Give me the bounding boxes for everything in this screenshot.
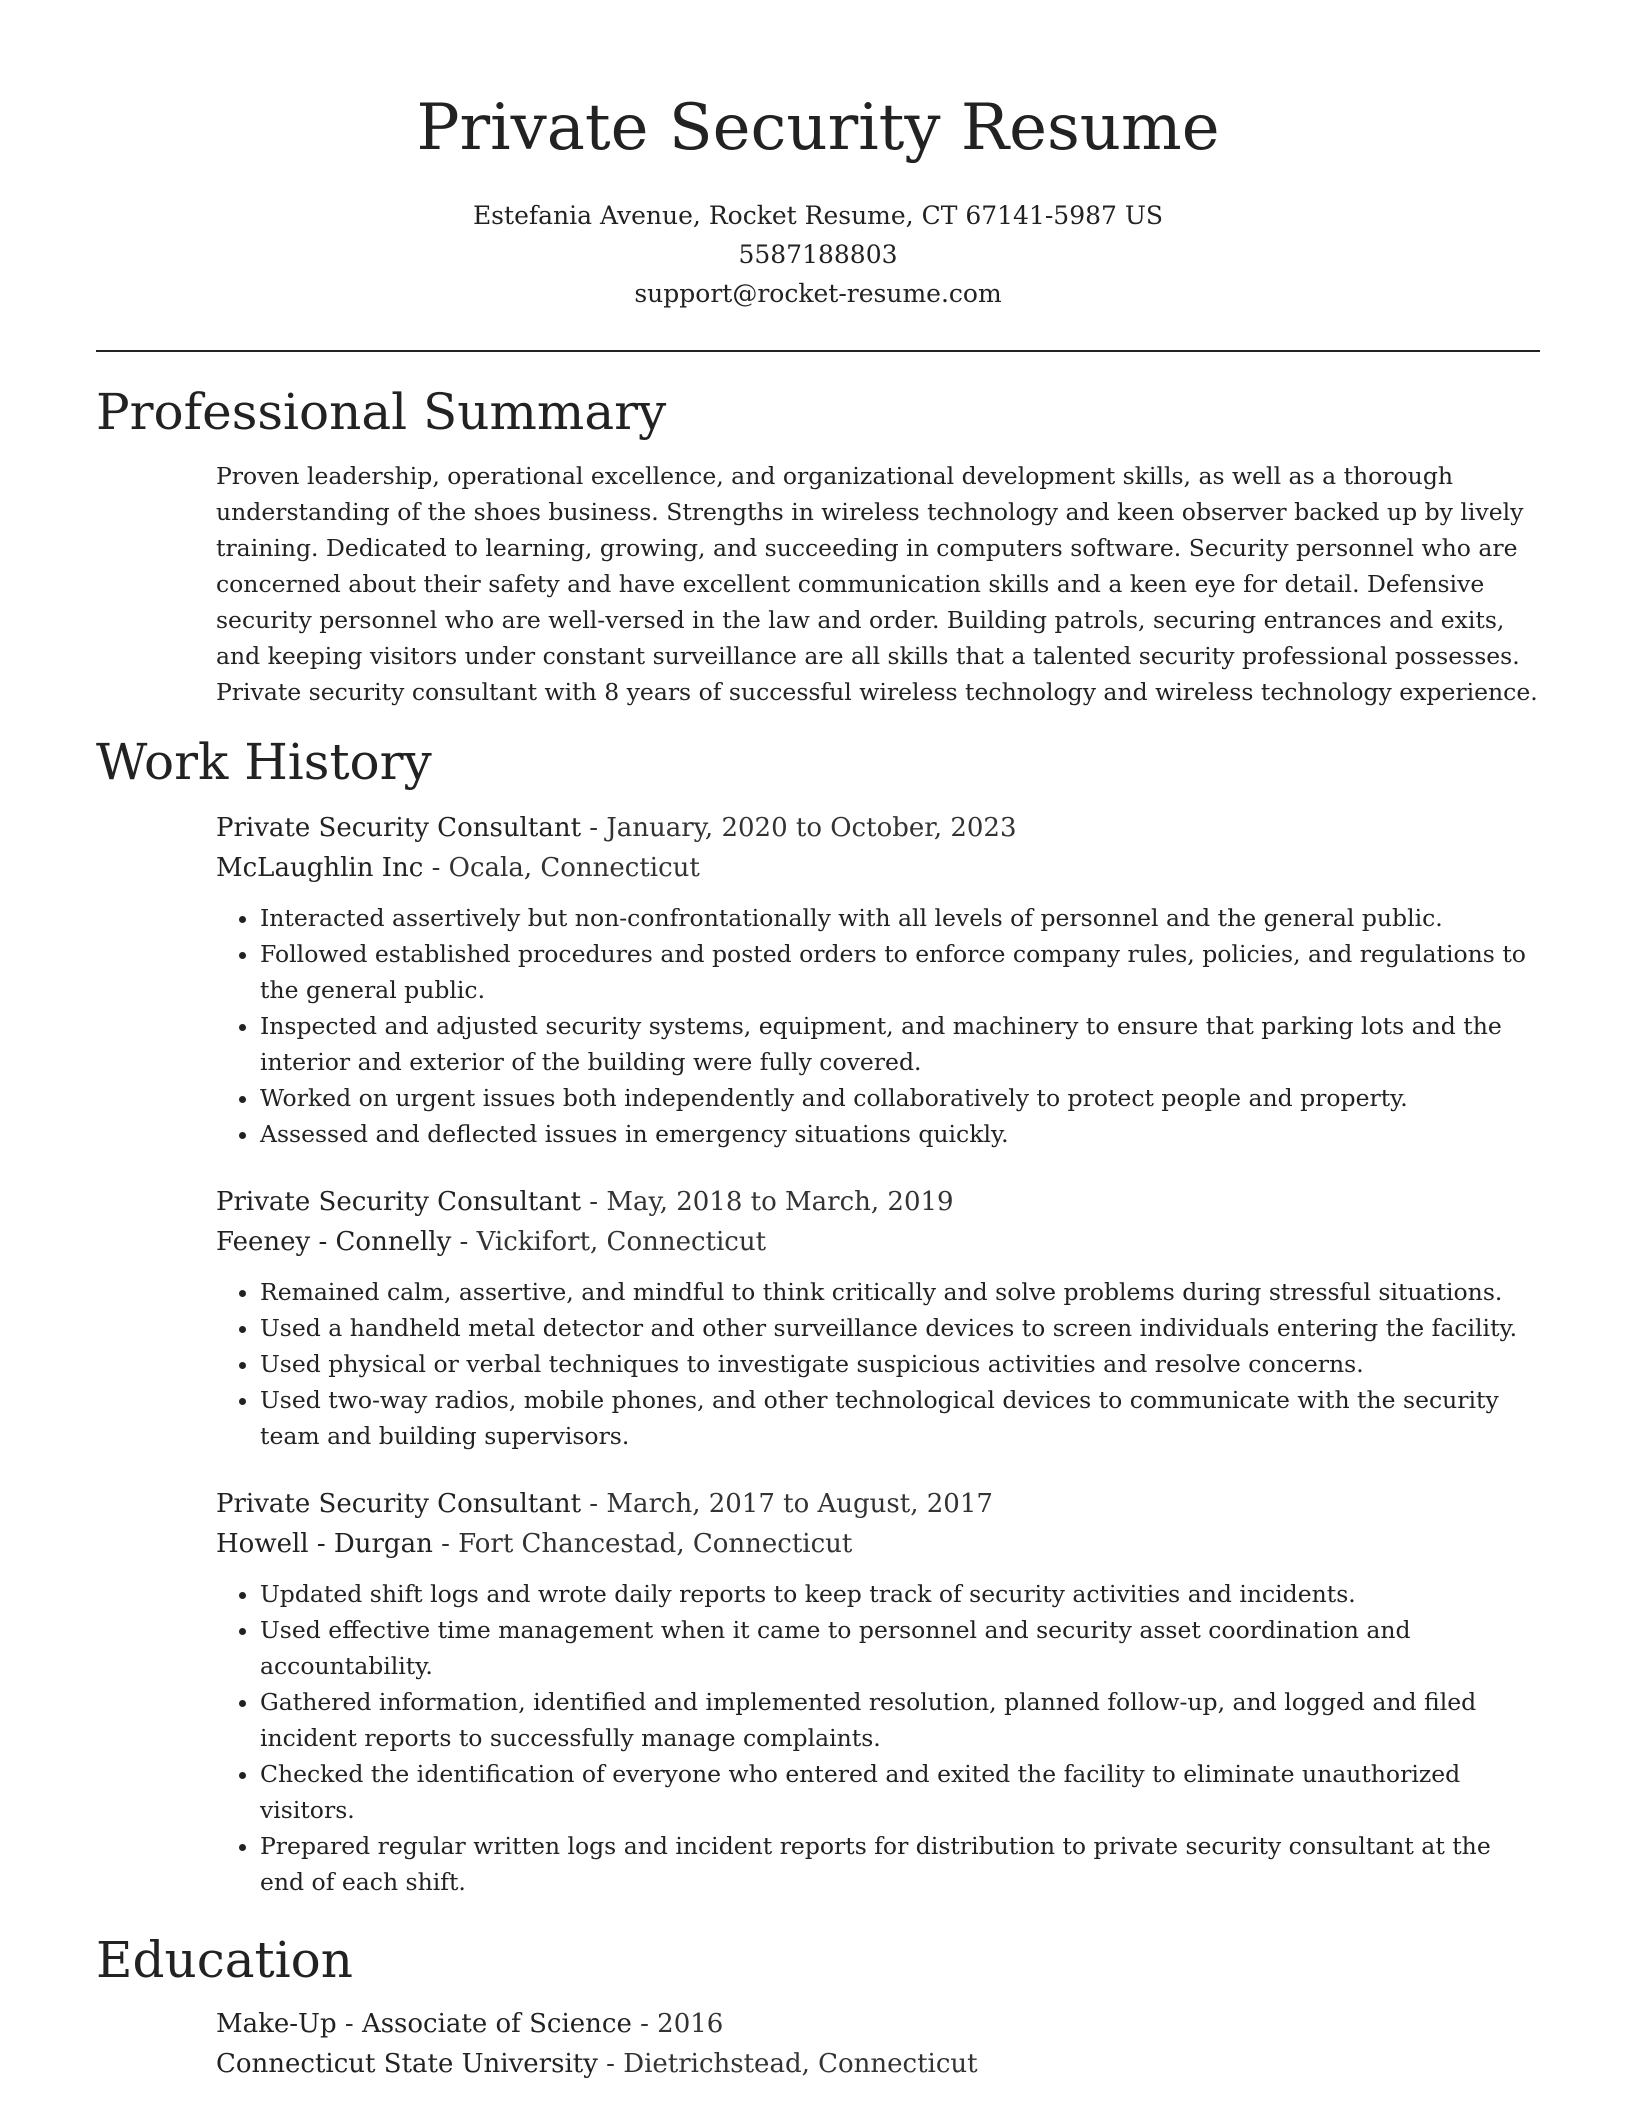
address: Estefania Avenue, Rocket Resume, CT 67141-5987 US [472, 201, 1164, 230]
job-role: Private Security Consultant [216, 1187, 582, 1217]
education-school: Connecticut State University [216, 2049, 598, 2079]
job-company-line [216, 1222, 1540, 1262]
summary-text: Proven leadership, operational excellence, and organizational development skills, as well as a thorough understanding of the shoes business. Strengths in wireless technology and keen observer backed up by lively training. Dedicated to learning, growing, and succeeding in computers software. Security personnel who are concerned about their safety and have excellent communication skills and a keen eye for detail. Defensive security personnel who are well-versed in the law and order. Building patrols, securing entrances and exits, and keeping visitors under constant surveillance are all skills that a talented security professional possesses. Private security consultant with 8 years of successful wireless technology and wireless technology experience. [216, 462, 1538, 706]
job-dates: - March, 2017 to August, 2017 [581, 1489, 993, 1519]
job-role: Private Security Consultant [216, 1489, 582, 1519]
job-bullets [216, 900, 1540, 1152]
job-entry [216, 808, 1540, 1152]
education-school-line [216, 2044, 1540, 2084]
job-company: McLaughlin Inc [216, 853, 424, 883]
bullet-item: • Gathered information, identified and implemented resolution, planned follow-up, and logged and filed incident reports to successfully manage complaints. [260, 1684, 1540, 1756]
job-title-line [216, 808, 1540, 848]
bullet-item: • Used effective time management when it came to personnel and security asset coordination and accountability. [260, 1612, 1540, 1684]
bullet-item: • Updated shift logs and wrote daily reports to keep track of security activities and incidents. [260, 1576, 1540, 1612]
email: support@rocket-resume.com [634, 279, 1002, 308]
education-field: Make-Up [216, 2009, 337, 2039]
job-title-line [216, 1182, 1540, 1222]
job-entry [216, 1182, 1540, 1454]
bullet-item: • Worked on urgent issues both independently and collaboratively to protect people and property. [260, 1080, 1540, 1116]
job-company-line [216, 848, 1540, 888]
education-degree-line [216, 2004, 1540, 2044]
section-title-summary: Professional Summary [96, 383, 667, 441]
job-title-line [216, 1484, 1540, 1524]
resume-title: Private Security Resume [416, 91, 1220, 165]
phone: 5587188803 [738, 240, 898, 269]
bullet-item: • Remained calm, assertive, and mindful to think critically and solve problems during stressful situations. [260, 1274, 1540, 1310]
bullet-item: • Interacted assertively but non-confrontationally with all levels of personnel and the general public. [260, 900, 1540, 936]
job-location: - Ocala, Connecticut [423, 853, 700, 883]
resume-header [96, 0, 1540, 313]
bullet-item: • Checked the identification of everyone who entered and exited the facility to eliminate unauthorized visitors. [260, 1756, 1540, 1828]
bullet-item: • Used two-way radios, mobile phones, and other technological devices to communicate with the security team and building supervisors. [260, 1382, 1540, 1454]
header-divider [96, 350, 1540, 352]
section-title-education: Education [96, 1931, 353, 1989]
resume-page [96, 0, 1540, 2084]
job-entry [216, 1484, 1540, 1900]
job-dates: - January, 2020 to October, 2023 [581, 813, 1017, 843]
education-year: - 2016 [631, 2009, 724, 2039]
bullet-item: • Followed established procedures and posted orders to enforce company rules, policies, and regulations to the general public. [260, 936, 1540, 1008]
job-dates: - May, 2018 to March, 2019 [581, 1187, 954, 1217]
job-role: Private Security Consultant [216, 813, 582, 843]
bullet-item: • Prepared regular written logs and incident reports for distribution to private security consultant at the end of each shift. [260, 1828, 1540, 1900]
job-company: Howell - Durgan [216, 1529, 433, 1559]
bullet-item: • Assessed and deflected issues in emergency situations quickly. [260, 1116, 1540, 1152]
job-location: - Vickifort, Connecticut [451, 1227, 767, 1257]
education-degree: Associate of Science [361, 2009, 632, 2039]
education-location: - Dietrichstead, Connecticut [597, 2049, 978, 2079]
job-company-line [216, 1524, 1540, 1564]
bullet-item: • Used physical or verbal techniques to investigate suspicious activities and resolve concerns. [260, 1346, 1540, 1382]
section-title-work-history: Work History [96, 733, 432, 791]
job-company: Feeney - Connelly [216, 1227, 452, 1257]
contact-info [96, 196, 1540, 313]
job-bullets [216, 1274, 1540, 1454]
education-separator: - [336, 2009, 362, 2039]
bullet-item: • Used a handheld metal detector and other surveillance devices to screen individuals entering the facility. [260, 1310, 1540, 1346]
job-bullets [216, 1576, 1540, 1900]
bullet-item: • Inspected and adjusted security systems, equipment, and machinery to ensure that parking lots and the interior and exterior of the building were fully covered. [260, 1008, 1540, 1080]
job-location: - Fort Chancestad, Connecticut [432, 1529, 853, 1559]
education-entry [216, 2004, 1540, 2084]
